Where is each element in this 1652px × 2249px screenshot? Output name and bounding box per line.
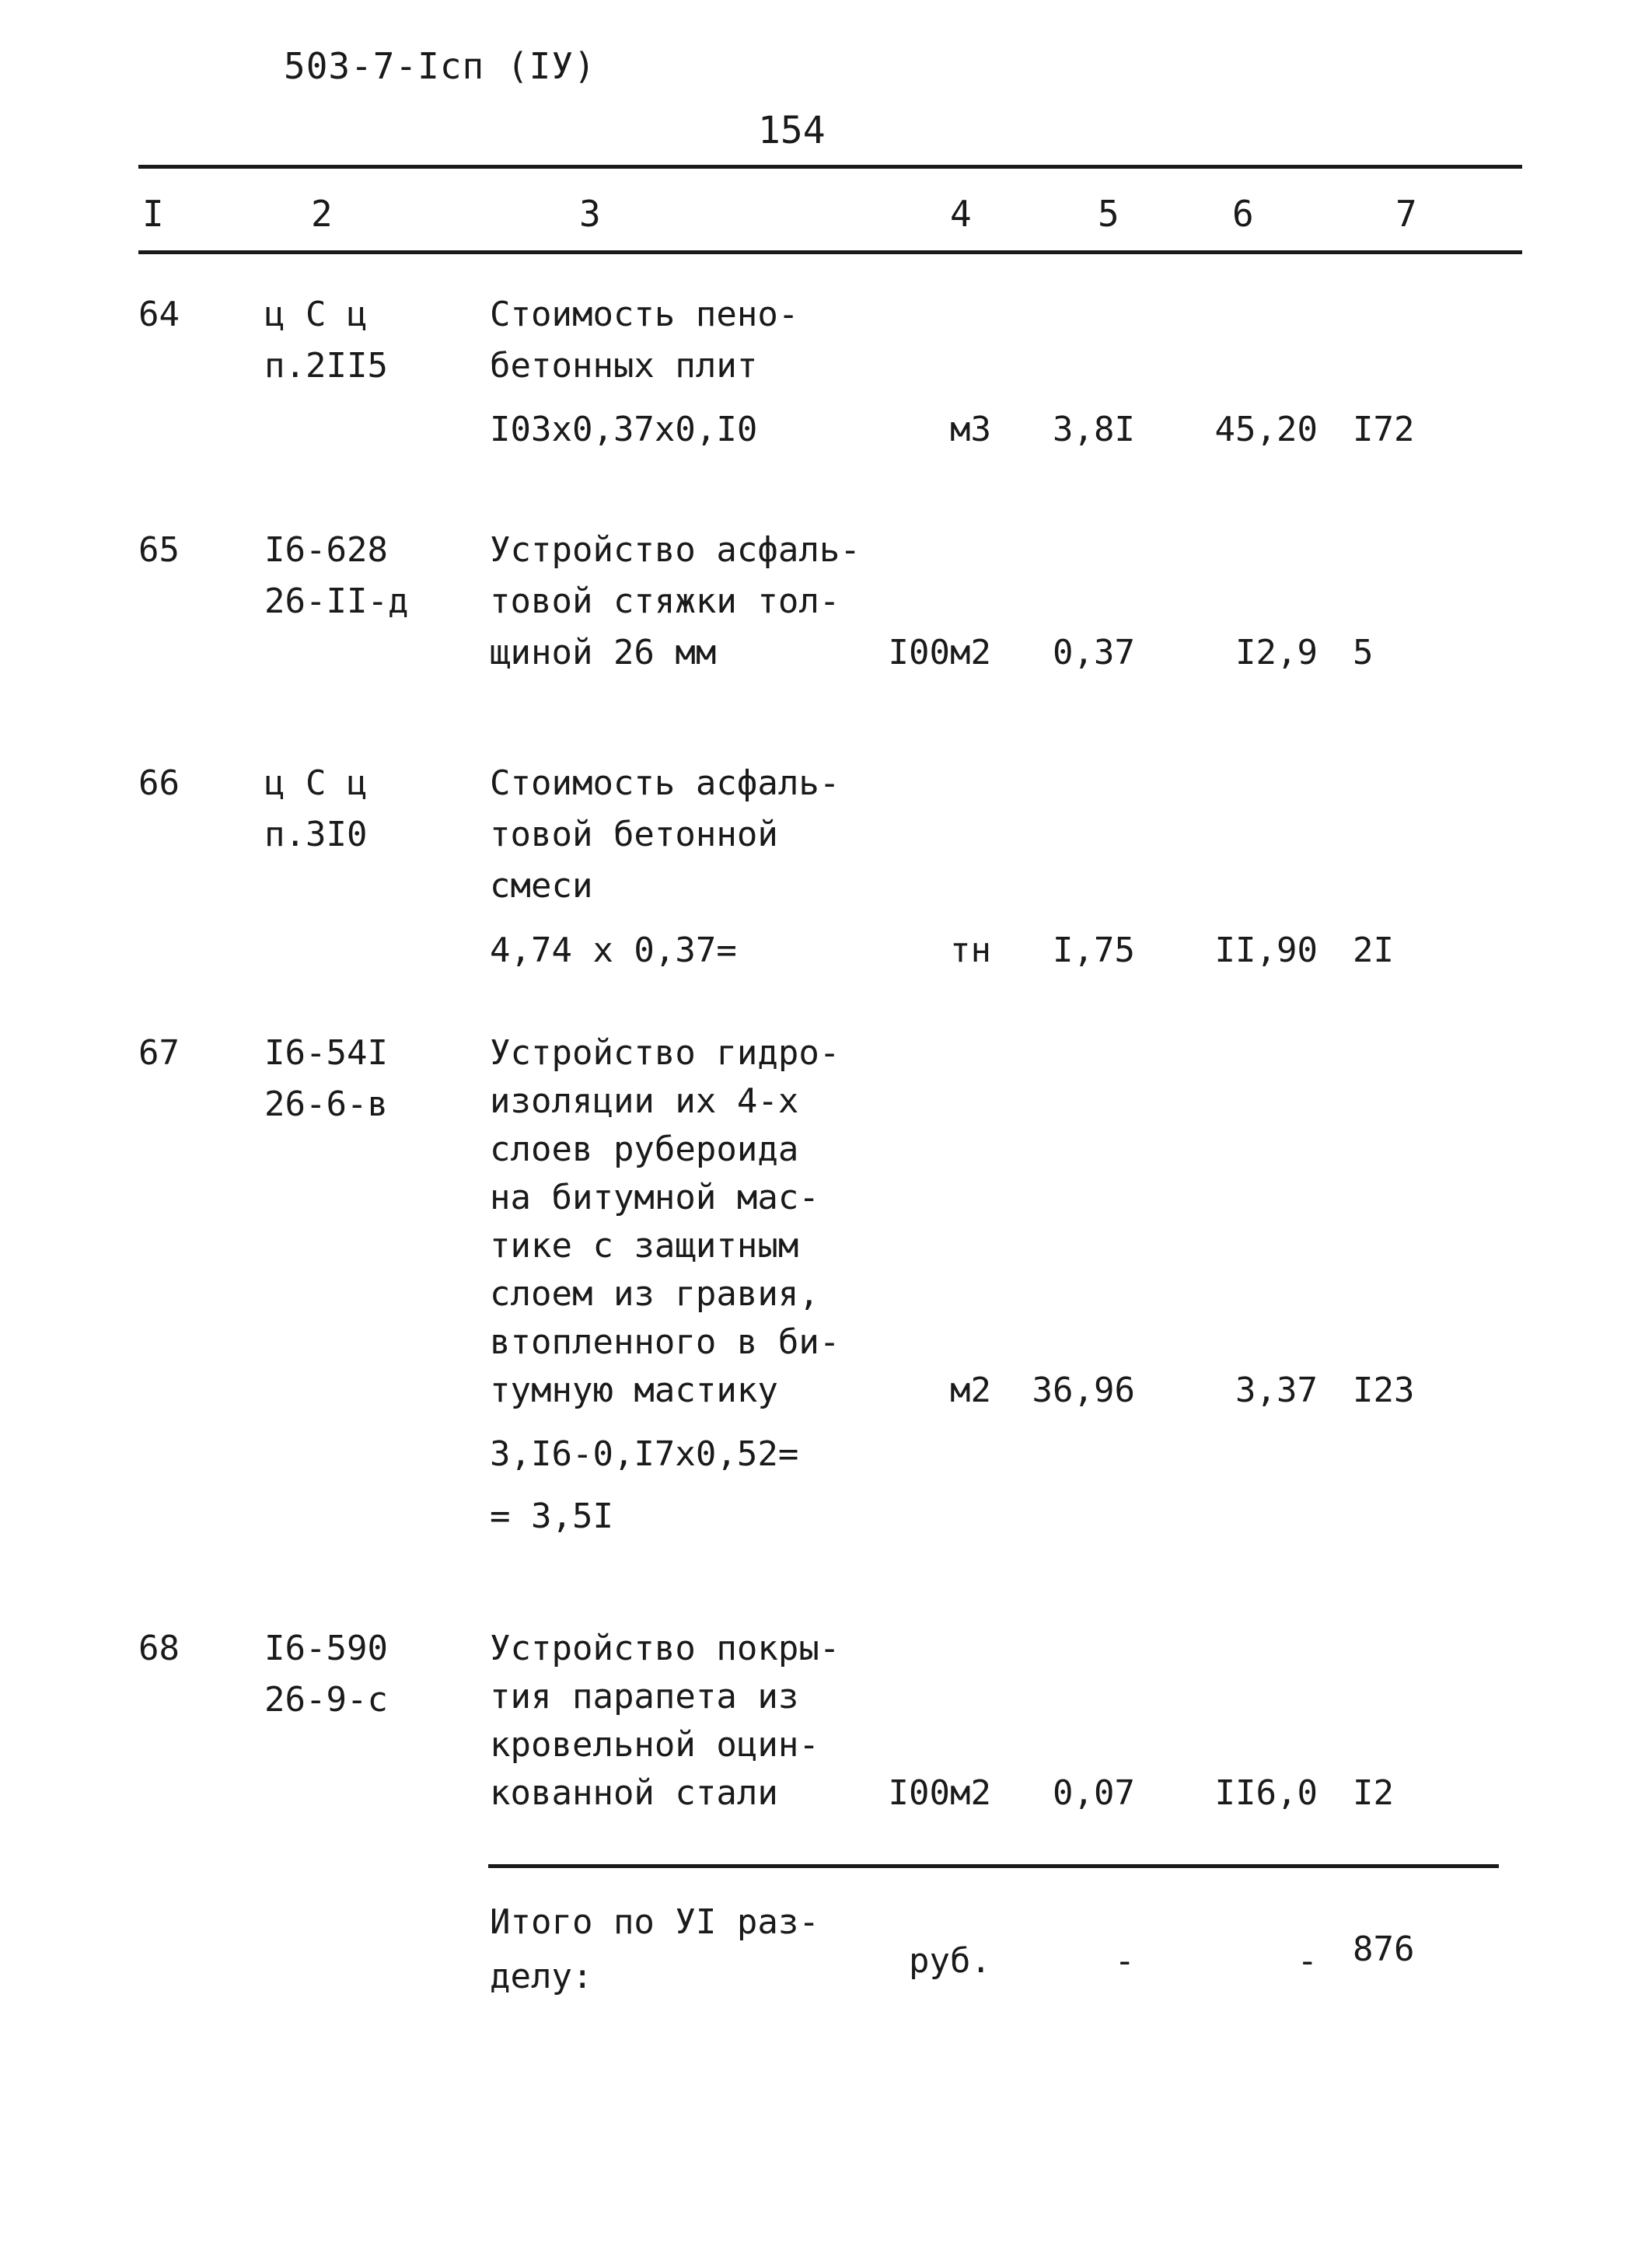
description-line: Устройство гидро- — [490, 1033, 840, 1073]
column-header-5: 5 — [1098, 193, 1119, 235]
summary-total: 876 — [1353, 1929, 1415, 1969]
description-line: тике с защитным — [490, 1226, 799, 1266]
column-header-7: 7 — [1395, 193, 1417, 235]
summary-label: Итого по УI раз- — [490, 1902, 819, 1942]
code-line: 26-6-в — [264, 1084, 388, 1124]
column-header-6: 6 — [1232, 193, 1254, 235]
description-line: Устройство покры- — [490, 1629, 840, 1668]
top-rule — [138, 165, 1522, 169]
row-number: 68 — [138, 1629, 180, 1668]
description-line: Стоимость асфаль- — [490, 763, 840, 803]
unit-price: I2,9 — [1235, 633, 1318, 672]
description-line: щиной 26 мм — [490, 633, 717, 672]
description-line: тумную мастику — [490, 1371, 778, 1410]
quantity: 0,37 — [1053, 633, 1135, 672]
description-line: тия парапета из — [490, 1677, 799, 1716]
description-line: бетонных плит — [490, 346, 758, 386]
formula-line: 3,I6-0,I7х0,52= — [490, 1434, 799, 1474]
summary-price: - — [1297, 1941, 1318, 1981]
description-line: Устройство асфаль- — [490, 530, 861, 570]
row-number: 64 — [138, 295, 180, 334]
column-header-4: 4 — [950, 193, 972, 235]
total-cost: 5 — [1353, 633, 1374, 672]
code-line: I6-628 — [264, 530, 388, 570]
column-header-3: 3 — [579, 193, 601, 235]
code-line: ц С ц — [264, 295, 368, 334]
unit: I00м2 — [888, 633, 991, 672]
total-cost: I72 — [1353, 410, 1415, 449]
formula-line: = 3,5I — [490, 1496, 613, 1536]
description-line: на битумной мас- — [490, 1178, 819, 1217]
description-line: слоем из гравия, — [490, 1274, 819, 1314]
header-rule — [138, 250, 1522, 254]
formula-line: 4,74 х 0,37= — [490, 931, 737, 970]
unit-price: 45,20 — [1214, 410, 1318, 449]
code-line: I6-54I — [264, 1033, 388, 1073]
unit-price: II,90 — [1214, 931, 1318, 970]
summary-label: делу: — [490, 1957, 593, 1996]
description-line: кровельной оцин- — [490, 1725, 819, 1765]
description-line: втопленного в би- — [490, 1322, 840, 1362]
description-line: кованной стали — [490, 1773, 778, 1813]
description-line: изоляции их 4-х — [490, 1081, 799, 1121]
unit: I00м2 — [888, 1773, 991, 1813]
description-line: смеси — [490, 866, 593, 906]
column-header-1: I — [142, 193, 164, 235]
row-number: 66 — [138, 763, 180, 803]
unit: тн — [950, 931, 991, 970]
code-line: 26-9-с — [264, 1680, 388, 1720]
description-line: товой стяжки тол- — [490, 581, 840, 621]
unit-price: II6,0 — [1214, 1773, 1318, 1813]
code-line: I6-590 — [264, 1629, 388, 1668]
page-number: 154 — [758, 109, 826, 152]
quantity: I,75 — [1053, 931, 1135, 970]
quantity: 0,07 — [1053, 1773, 1135, 1813]
code-line: п.3I0 — [264, 815, 368, 854]
quantity: 36,96 — [1032, 1371, 1135, 1410]
row-number: 67 — [138, 1033, 180, 1073]
code-line: 26-II-д — [264, 581, 409, 621]
total-cost: I2 — [1353, 1773, 1394, 1813]
total-rule — [488, 1864, 1499, 1868]
total-cost: I23 — [1353, 1371, 1415, 1410]
unit-price: 3,37 — [1235, 1371, 1318, 1410]
code-line: п.2II5 — [264, 346, 388, 386]
total-cost: 2I — [1353, 931, 1394, 970]
summary-quantity: - — [1114, 1941, 1135, 1981]
description-line: слоев рубероида — [490, 1130, 799, 1169]
quantity: 3,8I — [1053, 410, 1135, 449]
description-line: товой бетонной — [490, 815, 778, 854]
row-number: 65 — [138, 530, 180, 570]
description-line: Стоимость пено- — [490, 295, 799, 334]
formula-line: I03х0,37х0,I0 — [490, 410, 758, 449]
unit: м2 — [950, 1371, 991, 1410]
doc-code: 503-7-Iсп (IУ) — [284, 45, 596, 87]
summary-unit: руб. — [909, 1941, 991, 1981]
code-line: ц С ц — [264, 763, 368, 803]
unit: м3 — [950, 410, 991, 449]
column-header-2: 2 — [311, 193, 333, 235]
